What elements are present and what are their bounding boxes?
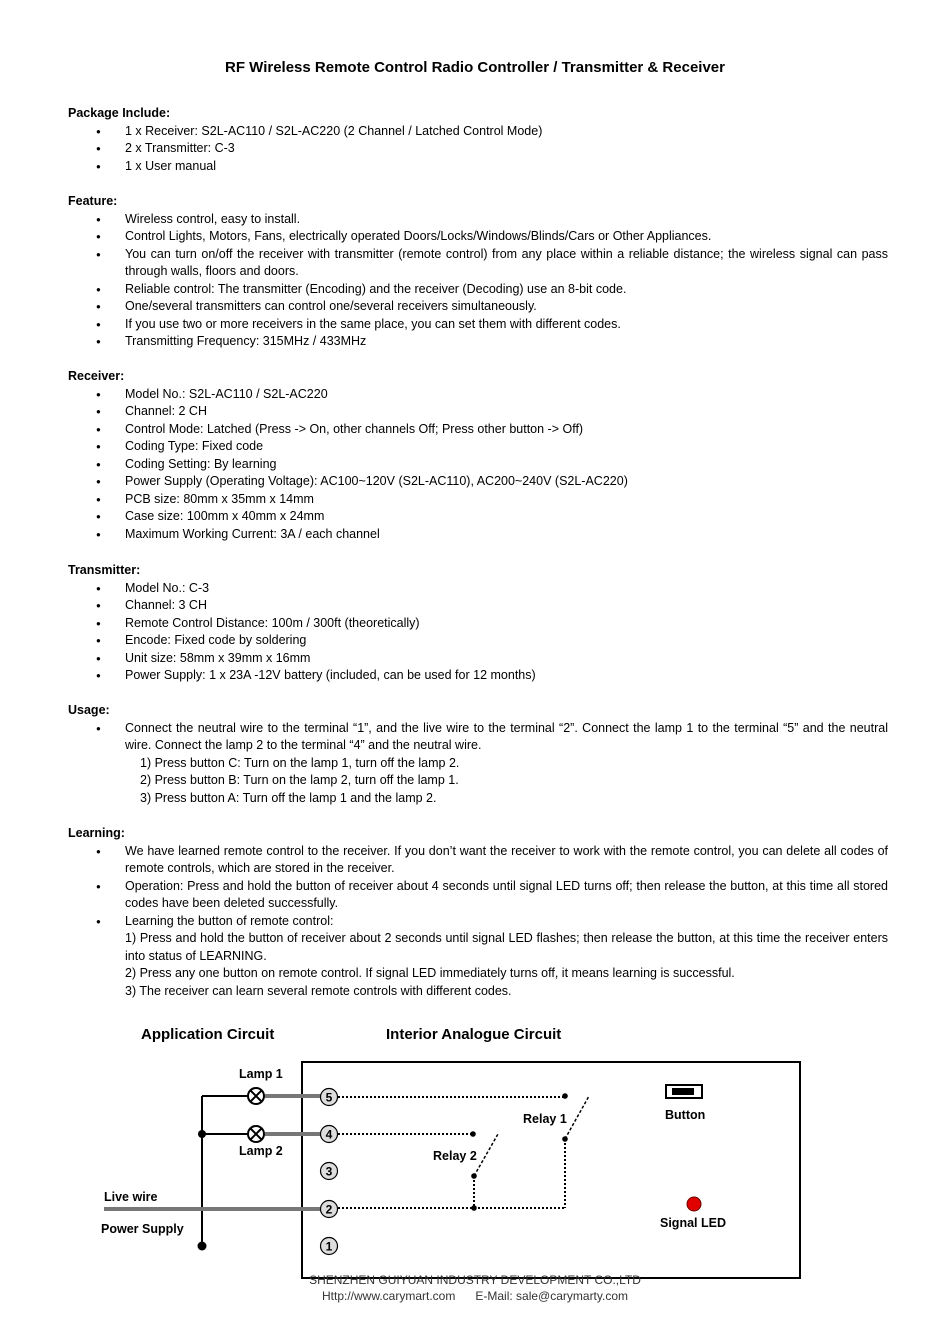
list-item: ● Operation: Press and hold the button of receiver about 4 seconds until signal LED turns off; then release the button, at this time all stored codes have been deleted successfully. bbox=[68, 878, 888, 913]
list-item: ● Wireless control, easy to install. bbox=[68, 211, 888, 229]
usage-main-text: Connect the neutral wire to the terminal “1”, and the live wire to the terminal “2”. Connect the lamp 1 to the terminal “5” and the neutral wire. Connect the lamp 2 to the terminal “4” and the neutral wire. bbox=[125, 720, 888, 752]
button-label: Button bbox=[665, 1108, 706, 1122]
signal-led-label: Signal LED bbox=[660, 1216, 726, 1230]
usage-step: 1) Press button C: Turn on the lamp 1, turn off the lamp 2. bbox=[140, 755, 460, 770]
list-item: ● Unit size: 58mm x 39mm x 16mm bbox=[68, 650, 888, 668]
power-supply-label: Power Supply bbox=[101, 1222, 184, 1236]
list-item: ● Model No.: S2L-AC110 / S2L-AC220 bbox=[68, 386, 888, 404]
relay2-switch bbox=[470, 1131, 498, 1211]
receiver-box bbox=[302, 1062, 800, 1278]
list-item: ● Coding Setting: By learning bbox=[68, 456, 888, 474]
footer-company: SHENZHEN GUIYUAN INDUSTRY DEVELOPMENT CO.,LTD bbox=[309, 1273, 641, 1287]
footer-website: Http://www.carymart.com bbox=[321, 1289, 456, 1303]
list-item: ● Control Lights, Motors, Fans, electrically operated Doors/Locks/Windows/Blinds/Cars or Other Appliances. bbox=[68, 228, 888, 246]
transmitter-section bbox=[68, 562, 888, 685]
learning-heading: Learning: bbox=[68, 826, 125, 840]
list-item: ● Coding Type: Fixed code bbox=[68, 438, 888, 456]
usage-step: 2) Press button B: Turn on the lamp 2, turn off the lamp 1. bbox=[140, 773, 459, 787]
list-item: ● Case size: 100mm x 40mm x 24mm bbox=[68, 508, 888, 526]
feature-heading: Feature: bbox=[68, 194, 118, 208]
junction-dot bbox=[198, 1242, 207, 1251]
learning-steps-intro: Learning the button of remote control: bbox=[125, 913, 334, 928]
terminal-5 bbox=[321, 1089, 338, 1106]
svg-text:1: 1 bbox=[325, 1239, 333, 1254]
footer-email: E-Mail: sale@carymarty.com bbox=[475, 1289, 629, 1303]
lamp-icon bbox=[248, 1126, 264, 1142]
learning-step: 2) Press any one button on remote control. If signal LED immediately turns off, it means learning is successful. bbox=[125, 966, 735, 980]
learning-step: 3) The receiver can learn several remote controls with different codes. bbox=[125, 983, 512, 998]
list-item: ● Channel: 2 CH bbox=[68, 403, 888, 421]
list-item: ● Model No.: C-3 bbox=[68, 580, 888, 598]
list-item: ● Reliable control: The transmitter (Encoding) and the receiver (Decoding) use an 8-bit code. bbox=[68, 281, 888, 299]
usage-heading: Usage: bbox=[68, 703, 110, 717]
list-item: ● Remote Control Distance: 100m / 300ft (theoretically) bbox=[68, 615, 888, 633]
footer-contact bbox=[0, 1289, 950, 1303]
usage-section bbox=[68, 702, 888, 807]
list-item bbox=[68, 913, 888, 1001]
lamp2-label: Lamp 2 bbox=[239, 1144, 283, 1158]
usage-step: 3) Press button A: Turn off the lamp 1 and the lamp 2. bbox=[140, 790, 437, 805]
learning-section bbox=[68, 825, 888, 1000]
lamp-icon bbox=[248, 1088, 264, 1104]
list-item: ● One/several transmitters can control one/several receivers simultaneously. bbox=[68, 298, 888, 316]
list-item: ● If you use two or more receivers in the same place, you can set them with different codes. bbox=[68, 316, 888, 334]
svg-text:5: 5 bbox=[325, 1090, 333, 1105]
svg-text:2: 2 bbox=[325, 1202, 333, 1217]
receiver-section bbox=[68, 368, 888, 543]
list-item: ● Encode: Fixed code by soldering bbox=[68, 632, 888, 650]
application-circuit-heading: Application Circuit bbox=[141, 1026, 275, 1043]
circuit-diagram bbox=[0, 1050, 950, 1280]
svg-text:3: 3 bbox=[325, 1164, 333, 1179]
receiver-heading: Receiver: bbox=[68, 369, 125, 383]
relay2-label: Relay 2 bbox=[433, 1149, 477, 1163]
list-item: ● 1 x Receiver: S2L-AC110 / S2L-AC220 (2 Channel / Latched Control Mode) bbox=[68, 123, 888, 141]
list-item: ● You can turn on/off the receiver with transmitter (remote control) from any place within a reliable distance; the wireless signal can pass through walls, floors and doors. bbox=[68, 246, 888, 281]
learning-step: 1) Press and hold the button of receiver about 2 seconds until signal LED flashes; then release the button, at this time the receiver enters into status of LEARNING. bbox=[125, 931, 888, 963]
list-item: ● 1 x User manual bbox=[68, 158, 888, 176]
transmitter-heading: Transmitter: bbox=[68, 563, 141, 577]
terminal-4 bbox=[321, 1126, 338, 1143]
feature-section bbox=[68, 193, 888, 351]
list-item: ● Transmitting Frequency: 315MHz / 433MHz bbox=[68, 333, 888, 351]
list-item: ● 2 x Transmitter: C-3 bbox=[68, 140, 888, 158]
list-item: ● Maximum Working Current: 3A / each channel bbox=[68, 526, 888, 544]
signal-led-icon bbox=[687, 1197, 701, 1211]
lamp1-label: Lamp 1 bbox=[239, 1067, 283, 1081]
list-item: ● Channel: 3 CH bbox=[68, 597, 888, 615]
package-section bbox=[68, 105, 888, 175]
terminal-3 bbox=[321, 1163, 338, 1180]
terminal-1 bbox=[321, 1238, 338, 1255]
relay1-label: Relay 1 bbox=[523, 1112, 567, 1126]
list-item: ● We have learned remote control to the receiver. If you don’t want the receiver to work with the remote control, you can delete all codes of remote controls, which are stored in the receiver. bbox=[68, 843, 888, 878]
list-item: ● Power Supply: 1 x 23A -12V battery (included, can be used for 12 months) bbox=[68, 667, 888, 685]
package-heading: Package Include: bbox=[68, 106, 171, 120]
svg-text:4: 4 bbox=[325, 1127, 333, 1142]
page-title: RF Wireless Remote Control Radio Controller / Transmitter & Receiver bbox=[225, 59, 725, 76]
interior-circuit-heading: Interior Analogue Circuit bbox=[386, 1026, 562, 1043]
list-item bbox=[68, 720, 888, 808]
list-item: ● Control Mode: Latched (Press -> On, other channels Off; Press other button -> Off) bbox=[68, 421, 888, 439]
button-icon bbox=[666, 1085, 702, 1098]
terminal-2 bbox=[321, 1201, 338, 1218]
list-item: ● Power Supply (Operating Voltage): AC100~120V (S2L-AC110), AC200~240V (S2L-AC220) bbox=[68, 473, 888, 491]
list-item: ● PCB size: 80mm x 35mm x 14mm bbox=[68, 491, 888, 509]
live-wire-label: Live wire bbox=[104, 1190, 158, 1204]
